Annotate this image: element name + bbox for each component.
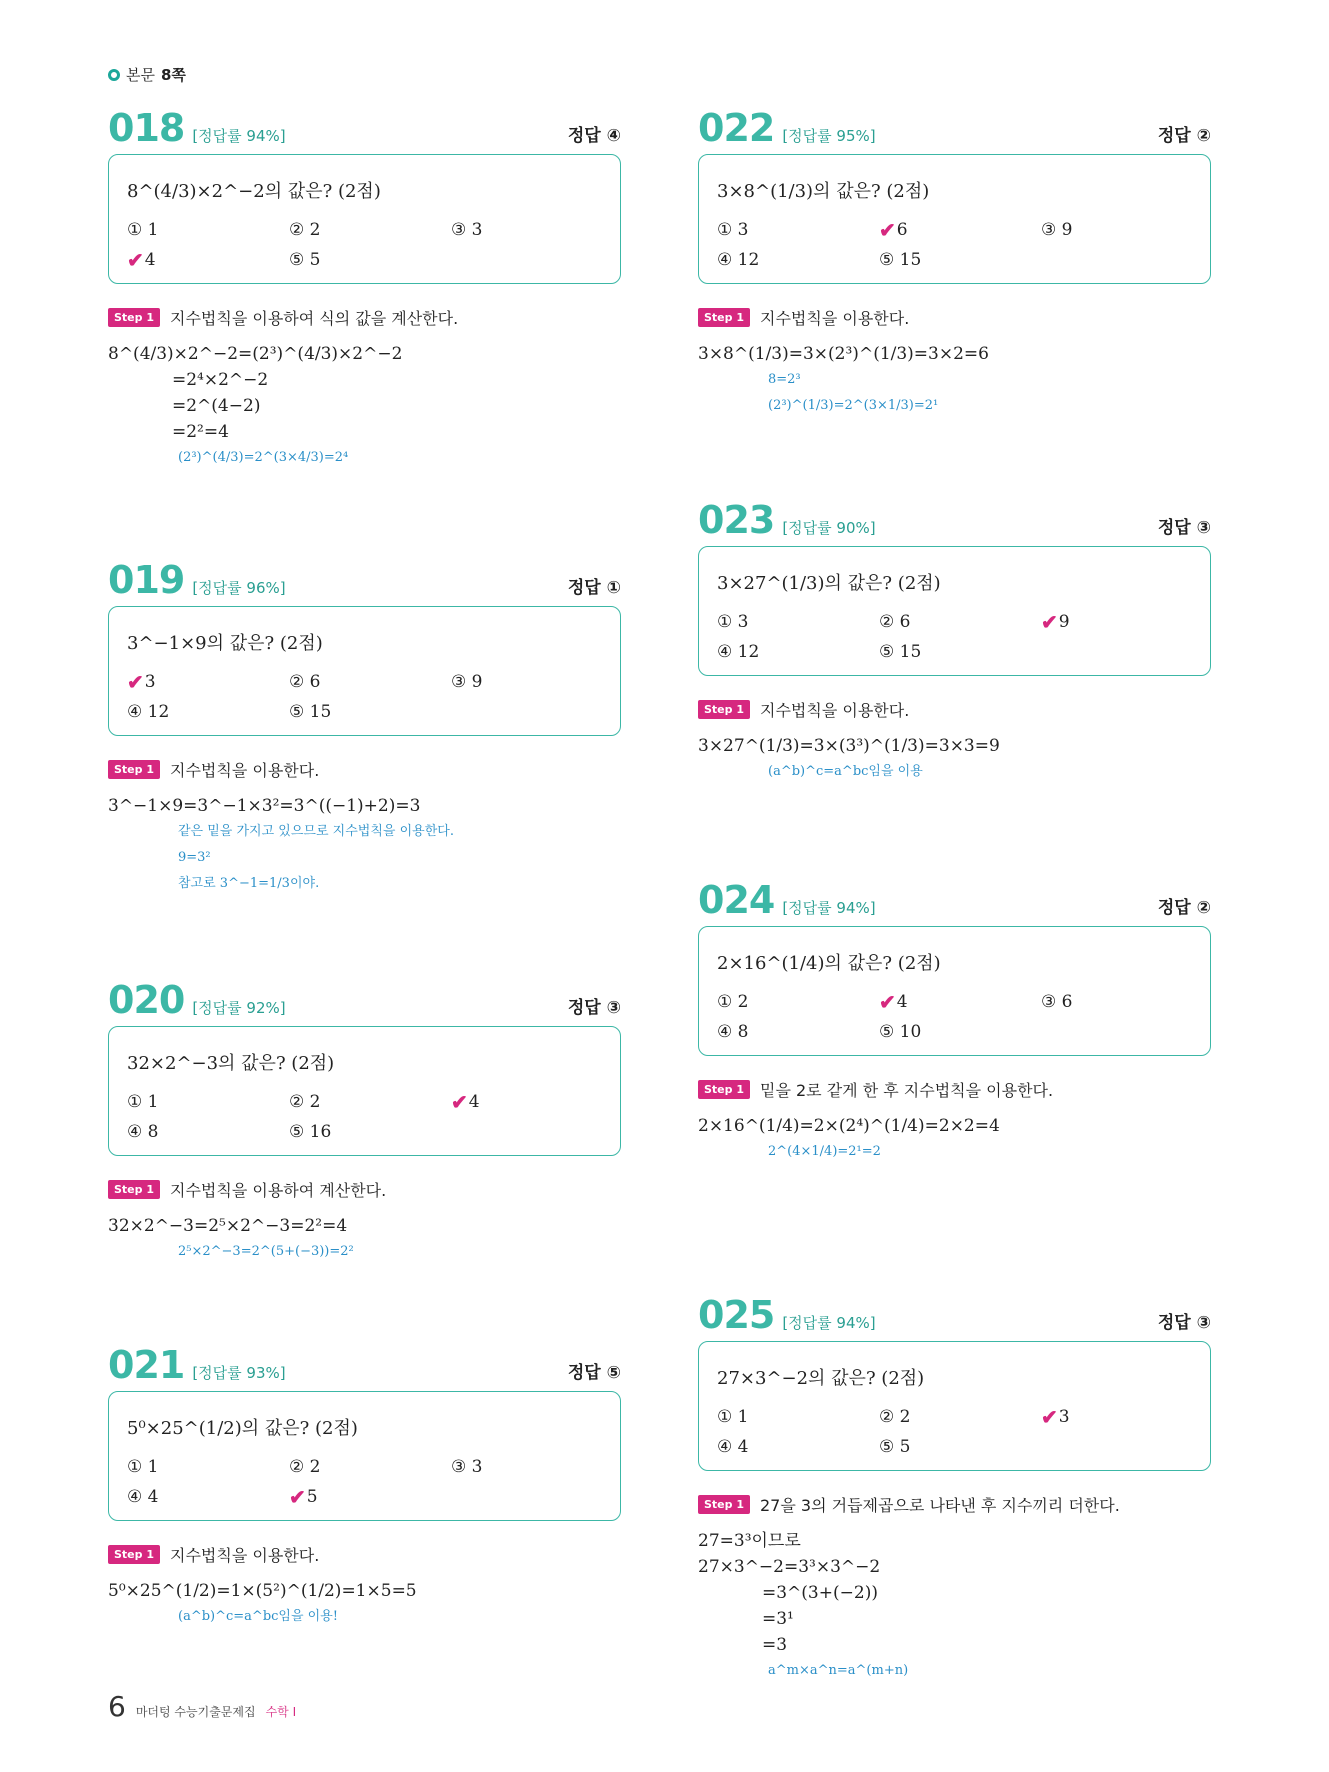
checkmark-icon: ✔ (1041, 610, 1058, 634)
solution-note: (a^b)^c=a^bc임을 이용! (178, 1609, 339, 1624)
question-box (108, 154, 621, 284)
choice-label: ④ 12 (717, 250, 760, 270)
question-box (698, 1341, 1211, 1471)
choice-2[interactable] (289, 1091, 451, 1113)
step-header (698, 698, 1211, 721)
question-box (108, 1026, 621, 1156)
problem-019 (108, 560, 621, 897)
solution-note: 같은 밑을 가지고 있으므로 지수법칙을 이용한다. (178, 824, 454, 839)
choice-3[interactable] (451, 1456, 613, 1478)
choice-label: ④ 4 (127, 1487, 159, 1507)
choice-label: ④ 4 (717, 1437, 749, 1457)
header-label: 본문 (126, 66, 155, 84)
problem-025 (698, 1295, 1211, 1684)
step-header (698, 306, 1211, 329)
question-text: 3×8^(1/3)의 값은? (2점) (717, 181, 930, 202)
step-badge: Step 1 (108, 308, 160, 327)
solution-note: 2^(4×1/4)=2¹=2 (768, 1144, 881, 1159)
problem-number: 025 (698, 1293, 775, 1337)
step-text: 지수법칙을 이용하여 식의 값을 계산한다. (170, 309, 459, 328)
choice-label: ② 2 (289, 1457, 321, 1477)
checkmark-icon: ✔ (127, 248, 144, 272)
header-page: 8쪽 (160, 66, 186, 84)
answer-label: 정답 ③ (1157, 1313, 1211, 1333)
solution (108, 1578, 621, 1630)
choice-4[interactable] (127, 701, 289, 723)
choice-3[interactable] (1041, 1406, 1203, 1428)
step-badge: Step 1 (108, 1545, 160, 1564)
question-box (698, 546, 1211, 676)
step-text: 지수법칙을 이용하여 계산한다. (170, 1181, 387, 1200)
choice-label: ③ 9 (451, 672, 483, 692)
question-box (108, 606, 621, 736)
choice-label: 3 (1058, 1407, 1070, 1427)
solution-line: =3^(3+(−2)) (762, 1583, 878, 1603)
step-badge: Step 1 (698, 700, 750, 719)
choice-label: ② 6 (879, 612, 911, 632)
choice-3[interactable] (1041, 219, 1203, 241)
solution-line: 32×2^−3=2⁵×2^−3=2²=4 (108, 1216, 348, 1236)
choice-label: ⑤ 5 (879, 1437, 911, 1457)
solution-line: 3×8^(1/3)=3×(2³)^(1/3)=3×2=6 (698, 344, 989, 364)
step-text: 지수법칙을 이용한다. (170, 761, 320, 780)
subject: 수학 I (265, 1705, 297, 1719)
choice-3[interactable] (451, 219, 613, 241)
section-header (108, 64, 186, 85)
choice-2[interactable] (879, 611, 1041, 633)
choice-4[interactable] (127, 1121, 289, 1143)
solution-note: (2³)^(4/3)=2^(3×4/3)=2⁴ (178, 450, 349, 465)
choice-label: ② 6 (289, 672, 321, 692)
choices (127, 219, 602, 271)
question-text: 32×2^−3의 값은? (2점) (127, 1053, 335, 1074)
question-text: 5⁰×25^(1/2)의 값은? (2점) (127, 1418, 358, 1439)
step-header (108, 758, 621, 781)
question-text: 8^(4/3)×2^−2의 값은? (2점) (127, 181, 381, 202)
step-badge: Step 1 (108, 1180, 160, 1199)
choice-label: ① 1 (127, 1457, 159, 1477)
problem-number: 018 (108, 106, 185, 150)
accuracy-rate: [정답률 94%] (782, 1314, 876, 1332)
answer-label: 정답 ④ (567, 126, 621, 146)
choice-5[interactable] (879, 1021, 1041, 1043)
choice-label: ③ 3 (451, 220, 483, 240)
step-text: 지수법칙을 이용한다. (760, 701, 910, 720)
solution (698, 341, 1211, 419)
solution-line: =3¹ (762, 1609, 794, 1629)
choice-3[interactable] (1041, 991, 1203, 1013)
solution-note: 8=2³ (768, 372, 801, 387)
problem-number: 021 (108, 1343, 185, 1387)
problem-title (698, 500, 1211, 540)
choices (127, 1456, 602, 1508)
problem-023 (698, 500, 1211, 785)
choice-5[interactable] (289, 1121, 451, 1143)
step-header (108, 306, 621, 329)
accuracy-rate: [정답률 94%] (192, 127, 286, 145)
step-badge: Step 1 (698, 308, 750, 327)
accuracy-rate: [정답률 94%] (782, 899, 876, 917)
choice-label: ② 2 (289, 220, 321, 240)
problem-title (108, 980, 621, 1020)
choice-1[interactable] (717, 991, 879, 1013)
choices (717, 219, 1192, 271)
problem-021 (108, 1345, 621, 1630)
choice-2[interactable] (879, 1406, 1041, 1428)
solution-note: 2⁵×2^−3=2^(5+(−3))=2² (178, 1244, 354, 1259)
question-text: 2×16^(1/4)의 값은? (2점) (717, 953, 941, 974)
step-header (108, 1178, 621, 1201)
choice-label: ④ 12 (717, 642, 760, 662)
problem-title (698, 108, 1211, 148)
answer-label: 정답 ⑤ (567, 1363, 621, 1383)
solution-line: 3×27^(1/3)=3×(3³)^(1/3)=3×3=9 (698, 736, 1000, 756)
step-badge: Step 1 (698, 1080, 750, 1099)
solution-note: a^m×a^n=a^(m+n) (768, 1663, 909, 1678)
choice-label: ⑤ 15 (879, 250, 922, 270)
checkmark-icon: ✔ (879, 990, 896, 1014)
problem-number: 023 (698, 498, 775, 542)
problem-title (108, 1345, 621, 1385)
problem-title (108, 560, 621, 600)
choice-5[interactable] (879, 249, 1041, 271)
choice-1[interactable] (127, 1091, 289, 1113)
solution-note: (2³)^(1/3)=2^(3×1/3)=2¹ (768, 398, 939, 413)
choice-label: ③ 3 (451, 1457, 483, 1477)
choice-label: ① 3 (717, 612, 749, 632)
solution-line: =3 (762, 1635, 788, 1655)
checkmark-icon: ✔ (289, 1485, 306, 1509)
solution-note: 9=3² (178, 850, 211, 865)
choice-1[interactable] (717, 1406, 879, 1428)
choice-label: ③ 9 (1041, 220, 1073, 240)
solution-line: 3^−1×9=3^−1×3²=3^((−1)+2)=3 (108, 796, 421, 816)
choice-4[interactable] (717, 1021, 879, 1043)
choice-label: ④ 8 (717, 1022, 749, 1042)
problem-018 (108, 108, 621, 471)
solution-line: =2²=4 (172, 422, 229, 442)
checkmark-icon: ✔ (127, 670, 144, 694)
solution-line: =2^(4−2) (172, 396, 261, 416)
circle-bullet-icon (108, 69, 120, 81)
choice-1[interactable] (127, 219, 289, 241)
choice-label: ⑤ 10 (879, 1022, 922, 1042)
choice-2[interactable] (289, 1456, 451, 1478)
problem-020 (108, 980, 621, 1265)
step-header (698, 1493, 1211, 1516)
step-badge: Step 1 (698, 1495, 750, 1514)
solution (108, 341, 621, 471)
problem-title (698, 1295, 1211, 1335)
answer-label: 정답 ② (1157, 898, 1211, 918)
choice-4[interactable] (127, 249, 289, 271)
accuracy-rate: [정답률 96%] (192, 579, 286, 597)
choice-4[interactable] (717, 1436, 879, 1458)
choice-5[interactable] (289, 701, 451, 723)
step-text: 지수법칙을 이용한다. (760, 309, 910, 328)
solution (698, 1528, 1211, 1684)
solution (698, 1113, 1211, 1165)
choice-label: 6 (896, 220, 908, 240)
question-box (698, 154, 1211, 284)
choice-label: ① 1 (717, 1407, 749, 1427)
solution-note: (a^b)^c=a^bc임을 이용 (768, 764, 923, 779)
solution (698, 733, 1211, 785)
problem-title (698, 880, 1211, 920)
choice-label: 4 (468, 1092, 480, 1112)
choice-label: ④ 12 (127, 702, 170, 722)
problem-number: 022 (698, 106, 775, 150)
choice-label: ② 2 (289, 1092, 321, 1112)
step-text: 지수법칙을 이용한다. (170, 1546, 320, 1565)
choice-label: 4 (896, 992, 908, 1012)
choices (127, 671, 602, 723)
problem-title (108, 108, 621, 148)
choice-label: 9 (1058, 612, 1070, 632)
answer-label: 정답 ③ (1157, 518, 1211, 538)
choice-label: ① 2 (717, 992, 749, 1012)
question-text: 3^−1×9의 값은? (2점) (127, 633, 323, 654)
page-number: 6 (108, 1690, 126, 1723)
problem-024 (698, 880, 1211, 1165)
choice-label: ③ 6 (1041, 992, 1073, 1012)
checkmark-icon: ✔ (451, 1090, 468, 1114)
step-header (698, 1078, 1211, 1101)
answer-label: 정답 ③ (567, 998, 621, 1018)
choice-label: ① 3 (717, 220, 749, 240)
choice-label: 4 (144, 250, 156, 270)
choice-label: ⑤ 15 (289, 702, 332, 722)
answer-label: 정답 ① (567, 578, 621, 598)
choice-label: 3 (144, 672, 156, 692)
choice-2[interactable] (879, 991, 1041, 1013)
choice-1[interactable] (717, 219, 879, 241)
choice-5[interactable] (289, 249, 451, 271)
choice-3[interactable] (1041, 611, 1203, 633)
problem-number: 024 (698, 878, 775, 922)
solution-note: 참고로 3^−1=1/3이야. (178, 876, 320, 891)
question-box (698, 926, 1211, 1056)
choice-5[interactable] (289, 1486, 451, 1508)
choice-label: ① 1 (127, 220, 159, 240)
choice-1[interactable] (127, 671, 289, 693)
choice-label: ⑤ 15 (879, 642, 922, 662)
choice-4[interactable] (717, 641, 879, 663)
solution-line: 8^(4/3)×2^−2=(2³)^(4/3)×2^−2 (108, 344, 403, 364)
choice-2[interactable] (879, 219, 1041, 241)
choice-label: ④ 8 (127, 1122, 159, 1142)
choices (127, 1091, 602, 1143)
accuracy-rate: [정답률 93%] (192, 1364, 286, 1382)
accuracy-rate: [정답률 90%] (782, 519, 876, 537)
choice-4[interactable] (717, 249, 879, 271)
solution-line: =2⁴×2^−2 (172, 370, 269, 390)
solution-line: 27×3^−2=3³×3^−2 (698, 1557, 881, 1577)
question-text: 27×3^−2의 값은? (2점) (717, 1368, 925, 1389)
choice-2[interactable] (289, 219, 451, 241)
solution (108, 793, 621, 897)
choice-3[interactable] (451, 1091, 613, 1113)
choice-3[interactable] (451, 671, 613, 693)
choices (717, 1406, 1192, 1458)
page-footer (108, 1690, 296, 1723)
step-badge: Step 1 (108, 760, 160, 779)
choice-label: ② 2 (879, 1407, 911, 1427)
solution-line: 27=3³이므로 (698, 1531, 801, 1551)
choices (717, 991, 1192, 1043)
step-header (108, 1543, 621, 1566)
choice-label: ⑤ 5 (289, 250, 321, 270)
problem-number: 020 (108, 978, 185, 1022)
problem-022 (698, 108, 1211, 419)
accuracy-rate: [정답률 92%] (192, 999, 286, 1017)
solution-line: 2×16^(1/4)=2×(2⁴)^(1/4)=2×2=4 (698, 1116, 1000, 1136)
choices (717, 611, 1192, 663)
choice-label: ⑤ 16 (289, 1122, 332, 1142)
solution-line: 5⁰×25^(1/2)=1×(5²)^(1/2)=1×5=5 (108, 1581, 417, 1601)
choice-label: ① 1 (127, 1092, 159, 1112)
choice-4[interactable] (127, 1486, 289, 1508)
question-box (108, 1391, 621, 1521)
choice-1[interactable] (717, 611, 879, 633)
accuracy-rate: [정답률 95%] (782, 127, 876, 145)
question-text: 3×27^(1/3)의 값은? (2점) (717, 573, 941, 594)
problem-number: 019 (108, 558, 185, 602)
answer-label: 정답 ② (1157, 126, 1211, 146)
book-title: 마더텅 수능기출문제집 (135, 1705, 256, 1719)
choice-5[interactable] (879, 641, 1041, 663)
step-text: 27을 3의 거듭제곱으로 나타낸 후 지수끼리 더한다. (760, 1496, 1120, 1515)
choice-5[interactable] (879, 1436, 1041, 1458)
checkmark-icon: ✔ (1041, 1405, 1058, 1429)
checkmark-icon: ✔ (879, 218, 896, 242)
step-text: 밑을 2로 같게 한 후 지수법칙을 이용한다. (760, 1081, 1054, 1100)
solution (108, 1213, 621, 1265)
choice-1[interactable] (127, 1456, 289, 1478)
choice-2[interactable] (289, 671, 451, 693)
choice-label: 5 (306, 1487, 318, 1507)
